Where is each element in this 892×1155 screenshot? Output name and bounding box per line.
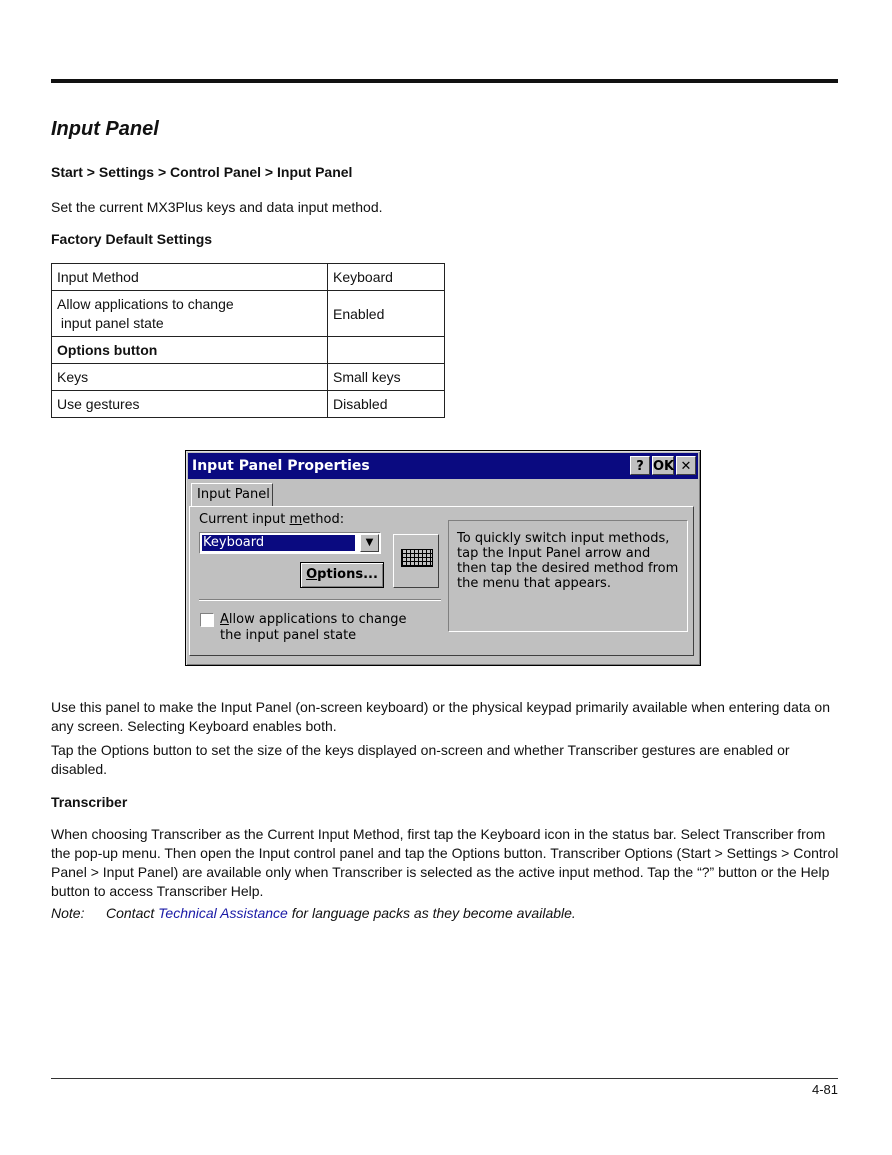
body-paragraph: When choosing Transcriber as the Current Input Method, first tap the Keyboard icon in the status bar. Select Transcriber from the pop-up menu. Then open the Input control panel and tap the Options button. Transcriber Options (Start > Settings > Control Panel > Input Panel) are available only when Transcriber is selected as the active input method. Tap the “?” button or the Help button to access Transcriber Help. — [51, 826, 839, 899]
table-cell-value — [328, 337, 445, 364]
table-cell-line: input panel state — [57, 314, 164, 331]
table-cell-value: Small keys — [328, 364, 445, 391]
table-cell-line: Allow applications to change — [57, 295, 234, 312]
divider — [199, 599, 441, 601]
chevron-down-icon[interactable]: ▼ — [360, 534, 379, 552]
checkbox-label-text: llow applications to change the input panel state — [220, 612, 407, 643]
table-row — [52, 264, 445, 291]
note-text: for language packs as they become available. — [287, 905, 576, 921]
hint-text: To quickly switch input methods, tap the Input Panel arrow and then tap the desired method from the menu that appears. — [448, 520, 688, 632]
table-cell-value: Keyboard — [328, 264, 445, 291]
allow-change-checkbox[interactable] — [200, 613, 214, 627]
top-rule — [51, 79, 838, 83]
table-cell-setting: Options button — [52, 337, 328, 364]
options-button[interactable] — [300, 562, 384, 588]
help-button[interactable]: ? — [630, 456, 650, 475]
page-title: Input Panel — [51, 118, 159, 140]
intro-text: Set the current MX3Plus keys and data input method. — [51, 199, 383, 215]
label-part: Current input — [199, 512, 290, 527]
options-label: ptions... — [317, 567, 378, 582]
close-button[interactable]: ✕ — [676, 456, 696, 475]
defaults-table — [51, 263, 445, 418]
current-input-method-label — [199, 512, 344, 527]
ok-button[interactable]: OK — [652, 456, 674, 475]
table-row — [52, 364, 445, 391]
options-accelerator: O — [306, 567, 318, 582]
dialog-titlebar — [188, 453, 698, 479]
checkbox-accelerator: A — [220, 612, 229, 627]
table-cell-setting: Input Method — [52, 264, 328, 291]
keyboard-icon — [401, 549, 433, 567]
label-accelerator: m — [289, 512, 303, 527]
transcriber-heading: Transcriber — [51, 794, 128, 810]
table-cell-setting: Use gestures — [52, 391, 328, 418]
table-row — [52, 391, 445, 418]
tab-input-panel[interactable]: Input Panel — [191, 483, 273, 507]
table-cell-value: Disabled — [328, 391, 445, 418]
label-part: ethod: — [302, 512, 345, 527]
defaults-heading: Factory Default Settings — [51, 231, 213, 247]
breadcrumb: Start > Settings > Control Panel > Input Panel — [51, 164, 353, 180]
table-cell-setting — [52, 291, 328, 337]
table-row — [52, 291, 445, 337]
input-panel-properties-dialog — [185, 450, 701, 666]
bottom-rule — [51, 1078, 838, 1079]
input-method-select[interactable] — [199, 532, 381, 554]
body-paragraph: Tap the Options button to set the size of the keys displayed on-screen and whether Transcriber gestures are enabled or disabled. — [51, 742, 790, 777]
allow-change-label[interactable] — [220, 612, 430, 644]
dialog-title: Input Panel Properties — [192, 458, 370, 474]
keyboard-button[interactable] — [393, 534, 439, 588]
body-paragraph: Use this panel to make the Input Panel (on-screen keyboard) or the physical keypad primarily available when entering data on any screen. Selecting Keyboard enables both. — [51, 699, 830, 734]
selected-method: Keyboard — [202, 535, 355, 551]
note — [51, 905, 576, 921]
table-cell-setting: Keys — [52, 364, 328, 391]
note-label: Note: — [51, 905, 85, 921]
page-number: 4-81 — [811, 1082, 838, 1097]
note-text: Contact — [106, 905, 159, 921]
table-row — [52, 337, 445, 364]
table-cell-value: Enabled — [328, 291, 445, 337]
technical-assistance-link[interactable]: Technical Assistance — [158, 905, 288, 921]
